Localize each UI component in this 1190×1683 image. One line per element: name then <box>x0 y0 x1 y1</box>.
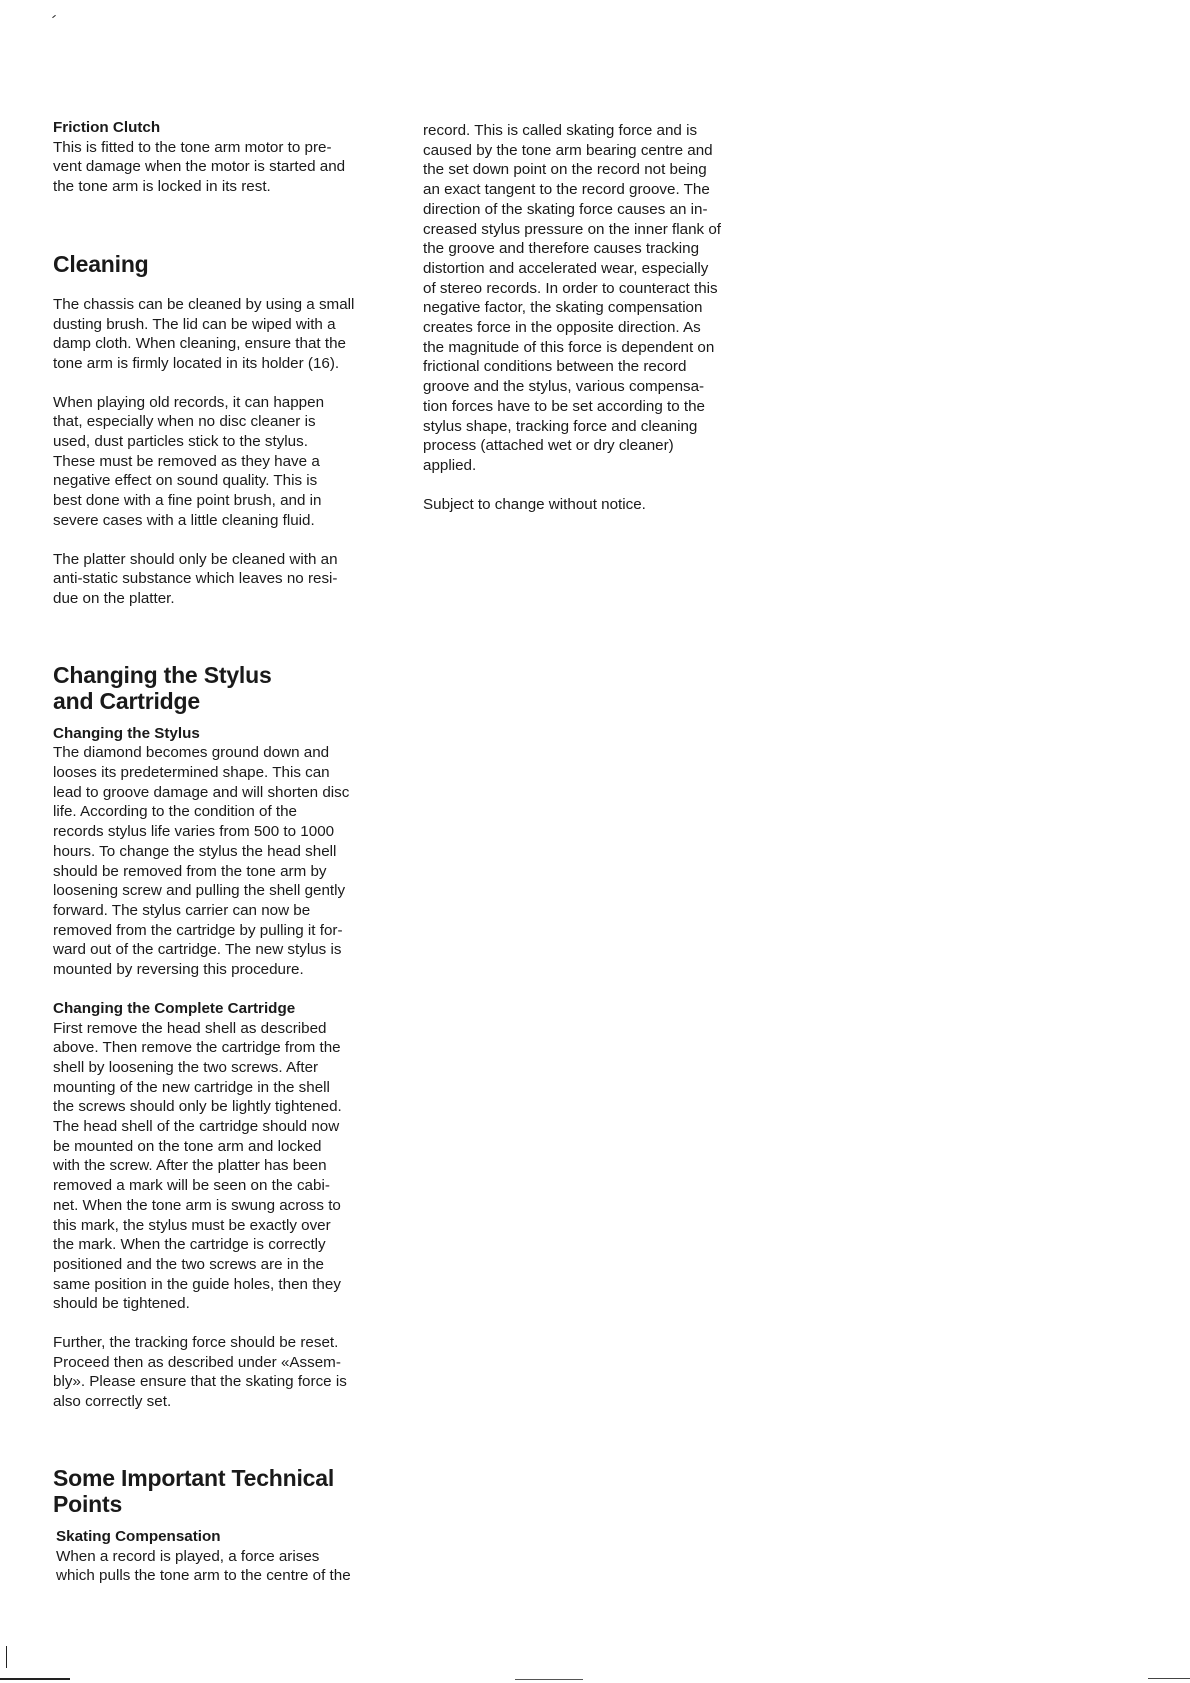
text-line: removed a mark will be seen on the cabi- <box>53 1177 330 1195</box>
text-line: damp cloth. When cleaning, ensure that the <box>53 335 346 353</box>
text-line: mounted by reversing this procedure. <box>53 961 304 979</box>
scan-mark <box>6 1646 7 1668</box>
text-line: direction of the skating force causes an in- <box>423 200 708 218</box>
text-line: negative factor, the skating compensation <box>423 299 703 317</box>
changing-title <box>53 662 398 714</box>
text-line: This is fitted to the tone arm motor to pre- <box>53 138 332 156</box>
text-line: First remove the head shell as described <box>53 1019 327 1037</box>
text-line: the screws should only be lightly tightened. <box>53 1098 342 1116</box>
text-line: forward. The stylus carrier can now be <box>53 901 311 919</box>
text-line: the mark. When the cartridge is correctly <box>53 1236 326 1254</box>
text-line: loosening screw and pulling the shell gently <box>53 882 346 900</box>
scan-mark <box>1148 1678 1190 1679</box>
cleaning-paragraph-2 <box>53 393 398 531</box>
changing-section <box>53 662 398 1412</box>
text-line: tion forces have to be set according to the <box>423 397 705 415</box>
text-line: severe cases with a little cleaning fluid. <box>53 511 315 529</box>
text-line: same position in the guide holes, then they <box>53 1275 341 1293</box>
technical-title-line: Some Important Technical <box>53 1464 335 1491</box>
scan-mark <box>0 1678 70 1680</box>
text-line: the tone arm is locked in its rest. <box>53 178 271 196</box>
text-line: with the screw. After the platter has been <box>53 1157 327 1175</box>
changing-cartridge-paragraph <box>53 1019 398 1315</box>
text-line: The head shell of the cartridge should now <box>53 1118 340 1136</box>
text-line: creased stylus pressure on the inner flank of <box>423 220 722 238</box>
technical-title <box>53 1465 398 1517</box>
text-line: process (attached wet or dry cleaner) <box>423 437 674 455</box>
text-line: of stereo records. In order to counteract this <box>423 279 718 297</box>
text-line: above. Then remove the cartridge from the <box>53 1039 341 1057</box>
text-line: Proceed then as described under «Assem- <box>53 1353 341 1371</box>
skating-compensation-heading: Skating Compensation <box>56 1527 221 1545</box>
text-line: be mounted on the tone arm and locked <box>53 1137 322 1155</box>
text-line: anti-static substance which leaves no resi- <box>53 570 338 588</box>
text-line: groove and the stylus, various compensa- <box>423 378 705 396</box>
scan-mark <box>52 15 56 18</box>
text-line: bly». Please ensure that the skating force is <box>53 1373 347 1391</box>
text-line: record. This is called skating force and is <box>423 122 698 139</box>
text-line: The diamond becomes ground down and <box>53 744 330 762</box>
text-line: also correctly set. <box>53 1393 172 1411</box>
skating-compensation-paragraph <box>56 1547 398 1586</box>
text-line: frictional conditions between the record <box>423 358 687 376</box>
text-line: lead to groove damage and will shorten disc <box>53 783 350 801</box>
text-line: distortion and accelerated wear, especially <box>423 259 709 277</box>
text-line: the magnitude of this force is dependent on <box>423 338 715 356</box>
cleaning-paragraph-1 <box>53 295 398 374</box>
text-line: ward out of the cartridge. The new stylus is <box>53 941 342 959</box>
friction-clutch-heading: Friction Clutch <box>53 119 161 136</box>
friction-clutch-section <box>53 118 398 197</box>
text-line: looses its predetermined shape. This can <box>53 764 330 782</box>
changing-cartridge-heading: Changing the Complete Cartridge <box>53 999 296 1017</box>
changing-title-line: and Cartridge <box>53 687 200 714</box>
text-line: The platter should only be cleaned with an <box>53 550 338 568</box>
technical-section <box>53 1465 398 1586</box>
text-line: that, especially when no disc cleaner is <box>53 413 316 431</box>
changing-stylus-paragraph <box>53 743 398 979</box>
text-line: caused by the tone arm bearing centre and <box>423 141 713 159</box>
text-line: best done with a fine point brush, and in <box>53 492 322 510</box>
text-line: When playing old records, it can happen <box>53 393 325 411</box>
text-line: dusting brush. The lid can be wiped with a <box>53 315 336 333</box>
text-line: due on the platter. <box>53 589 175 607</box>
change-notice: Subject to change without notice. <box>423 495 646 513</box>
changing-title-line: Changing the Stylus <box>53 661 272 688</box>
text-line: creates force in the opposite direction. As <box>423 319 701 337</box>
friction-clutch-paragraph <box>53 138 398 197</box>
text-line: tone arm is firmly located in its holder (16). <box>53 354 340 372</box>
text-line: the set down point on the record not being <box>423 161 707 179</box>
text-line: positioned and the two screws are in the <box>53 1255 325 1273</box>
text-line: The chassis can be cleaned by using a small <box>53 295 355 313</box>
text-line: applied. <box>423 456 477 474</box>
text-line: net. When the tone arm is swung across to <box>53 1196 341 1214</box>
text-line: stylus shape, tracking force and cleaning <box>423 417 698 435</box>
technical-title-line: Points <box>53 1490 123 1517</box>
text-line: mounting of the new cartridge in the shell <box>53 1078 330 1096</box>
text-line: These must be removed as they have a <box>53 452 320 470</box>
text-line: which pulls the tone arm to the centre of the <box>56 1567 351 1585</box>
text-line: the groove and therefore causes tracking <box>423 240 700 258</box>
right-column <box>423 121 768 514</box>
text-line: negative effect on sound quality. This is <box>53 472 318 490</box>
text-line: should be removed from the tone arm by <box>53 862 327 880</box>
cleaning-section <box>53 251 398 609</box>
text-line: vent damage when the motor is started and <box>53 158 346 176</box>
text-line: removed from the cartridge by pulling it for- <box>53 921 343 939</box>
changing-further-paragraph <box>53 1333 398 1412</box>
text-line: hours. To change the stylus the head shell <box>53 842 337 860</box>
text-line: used, dust particles stick to the stylus. <box>53 433 308 451</box>
scan-mark <box>515 1679 583 1680</box>
text-line: shell by loosening the two screws. After <box>53 1058 319 1076</box>
skating-continued-paragraph <box>423 121 768 476</box>
text-line: Further, the tracking force should be reset. <box>53 1334 339 1352</box>
left-column <box>53 118 398 1586</box>
cleaning-paragraph-3 <box>53 550 398 609</box>
text-line: should be tightened. <box>53 1295 190 1313</box>
text-line: When a record is played, a force arises <box>56 1547 320 1565</box>
text-line: an exact tangent to the record groove. The <box>423 181 710 199</box>
text-line: records stylus life varies from 500 to 1000 <box>53 823 335 841</box>
text-line: life. According to the condition of the <box>53 803 298 821</box>
changing-stylus-heading: Changing the Stylus <box>53 724 200 742</box>
cleaning-title: Cleaning <box>53 250 149 277</box>
text-line: this mark, the stylus must be exactly over <box>53 1216 331 1234</box>
